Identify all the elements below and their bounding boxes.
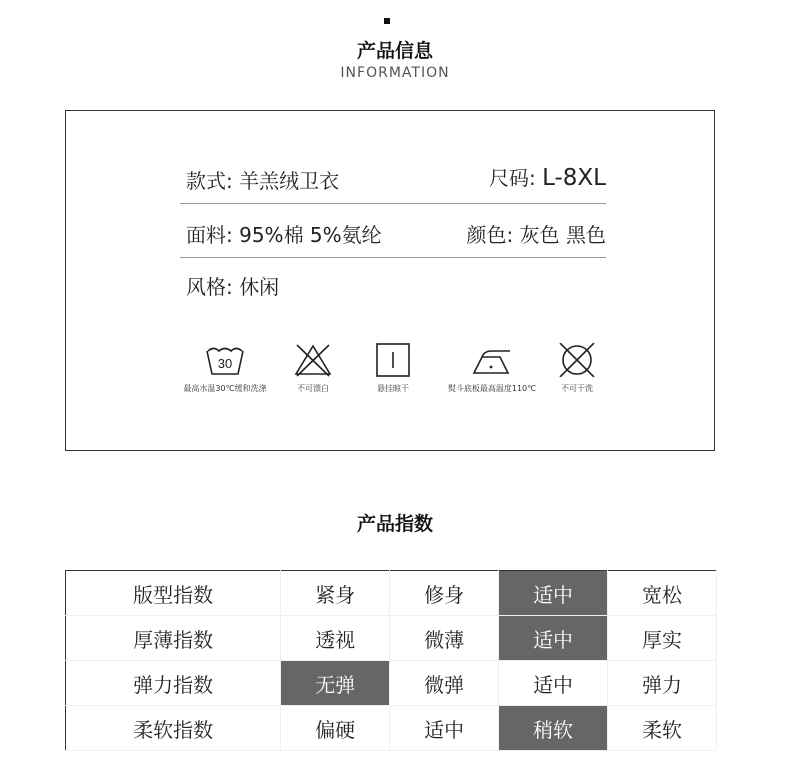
fabric-value: 95%棉 5%氨纶 bbox=[239, 223, 382, 247]
iron-110-icon bbox=[470, 343, 514, 377]
page-title: 产品信息 bbox=[356, 40, 433, 62]
index-table bbox=[65, 570, 717, 751]
index-title: 产品指数 bbox=[356, 513, 433, 535]
care-label-wash: 最高水温30℃缓和洗涤 bbox=[183, 384, 267, 393]
mood-label: 风格: bbox=[186, 275, 233, 299]
care-label-dryclean: 不可干洗 bbox=[561, 384, 593, 393]
index-option-cell: 适中 bbox=[499, 661, 608, 706]
index-name-cell: 版型指数 bbox=[66, 571, 281, 616]
index-option-cell: 弹力 bbox=[608, 661, 717, 706]
index-option-cell: 稍软 bbox=[499, 706, 608, 751]
section-marker bbox=[384, 18, 390, 24]
color-value: 灰色 黑色 bbox=[519, 223, 606, 247]
info-panel bbox=[65, 110, 715, 451]
index-option-cell: 宽松 bbox=[608, 571, 717, 616]
care-label-hang: 悬挂晾干 bbox=[377, 384, 409, 393]
mood-value: 休闲 bbox=[239, 275, 280, 299]
index-name-cell: 弹力指数 bbox=[66, 661, 281, 706]
do-not-bleach-icon bbox=[293, 343, 333, 377]
index-option-cell: 修身 bbox=[390, 571, 499, 616]
index-option-cell: 适中 bbox=[499, 616, 608, 661]
index-option-cell: 透视 bbox=[281, 616, 390, 661]
care-item-dryclean bbox=[512, 343, 642, 394]
index-option-cell: 微弹 bbox=[390, 661, 499, 706]
index-option-cell: 适中 bbox=[390, 706, 499, 751]
index-option-cell: 微薄 bbox=[390, 616, 499, 661]
index-option-cell: 偏硬 bbox=[281, 706, 390, 751]
hang-dry-icon bbox=[373, 343, 413, 377]
table-row bbox=[66, 571, 717, 616]
size-value: L-8XL bbox=[542, 165, 606, 191]
table-row bbox=[66, 616, 717, 661]
color-label: 颜色: bbox=[466, 223, 514, 247]
care-label-bleach: 不可漂白 bbox=[297, 384, 329, 393]
table-row bbox=[66, 661, 717, 706]
index-option-cell: 柔软 bbox=[608, 706, 717, 751]
index-name-cell: 柔软指数 bbox=[66, 706, 281, 751]
fabric-label: 面料: bbox=[186, 223, 233, 247]
style-value: 羊羔绒卫衣 bbox=[239, 169, 340, 193]
index-option-cell: 紧身 bbox=[281, 571, 390, 616]
page-subtitle: INFORMATION bbox=[340, 65, 450, 81]
style-label: 款式: bbox=[186, 169, 233, 193]
index-option-cell: 适中 bbox=[499, 571, 608, 616]
do-not-dry-clean-icon bbox=[557, 343, 597, 377]
divider bbox=[180, 203, 606, 204]
wash-temp-text: 30 bbox=[217, 356, 233, 371]
index-option-cell: 厚实 bbox=[608, 616, 717, 661]
index-option-cell: 无弹 bbox=[281, 661, 390, 706]
divider bbox=[180, 257, 606, 258]
wash-30-icon bbox=[205, 343, 245, 377]
table-row bbox=[66, 706, 717, 751]
index-name-cell: 厚薄指数 bbox=[66, 616, 281, 661]
size-label: 尺码: bbox=[488, 166, 536, 190]
care-label-iron: 熨斗底板最高温度110℃ bbox=[447, 384, 537, 393]
